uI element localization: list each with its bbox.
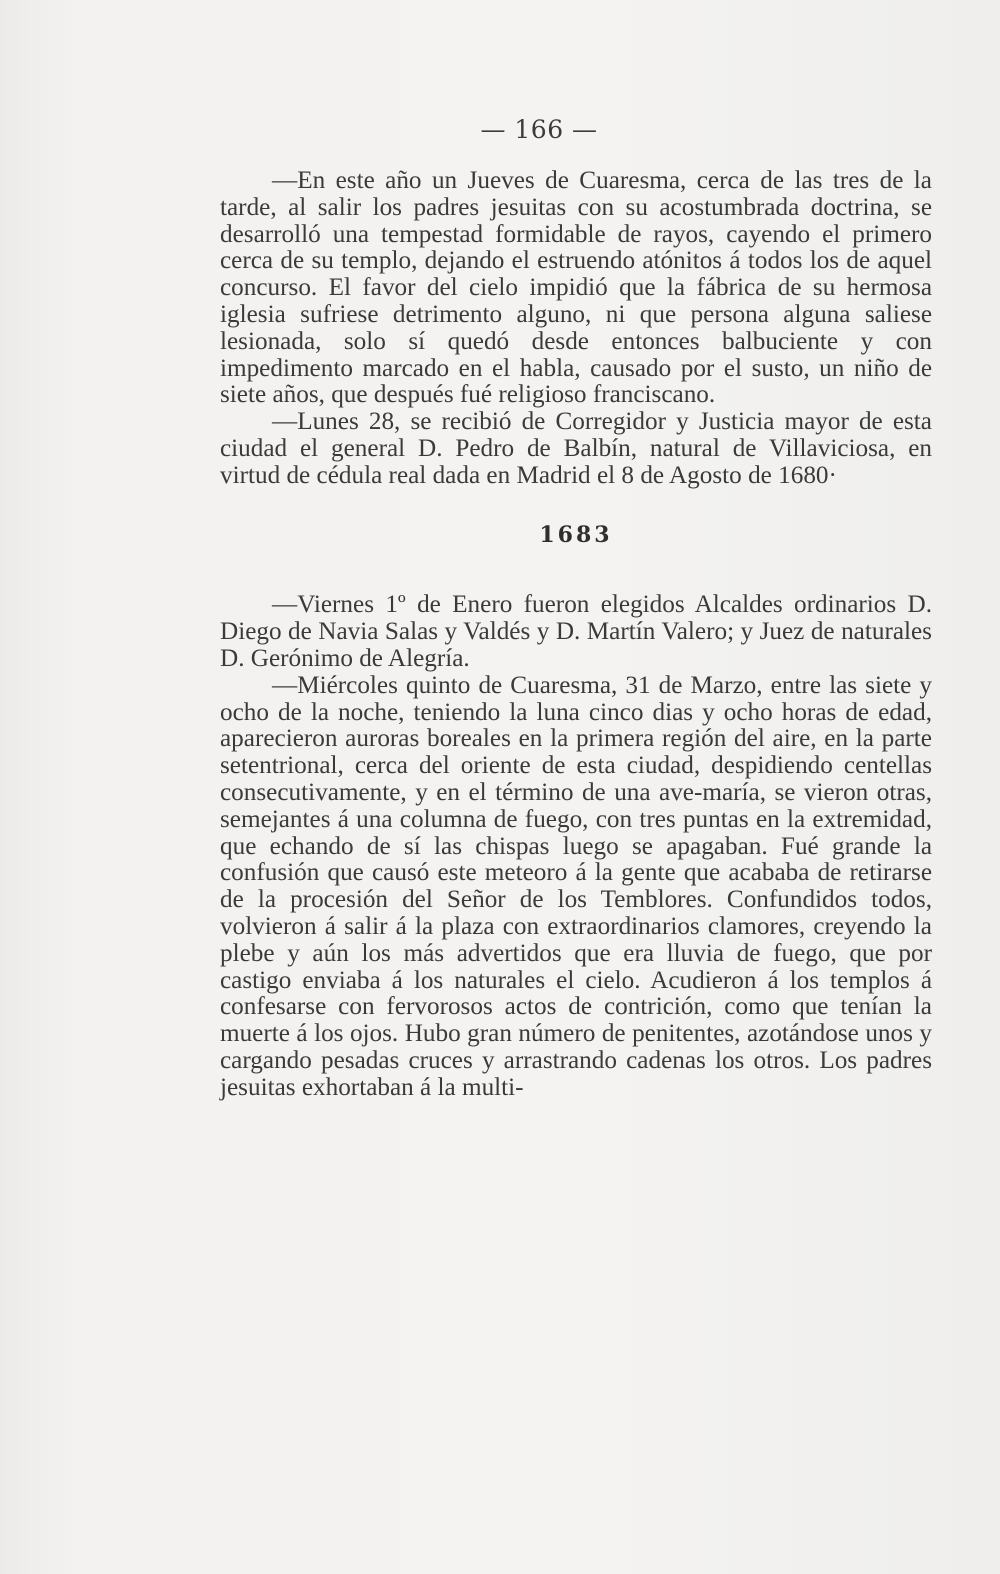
paragraph-alcaldes: —Viernes 1º de Enero fueron elegidos Alcaldes ordinarios D. Diego de Navia Salas y Valdés y D. Martín Valero; y Juez de naturales D. Gerónimo de Alegría. [220,591,932,672]
year-heading: 1683 [539,521,613,548]
page-number: — 166 — [480,115,598,144]
page-body [220,168,932,1102]
paragraph-auroras: —Miércoles quinto de Cuaresma, 31 de Marzo, entre las siete y ocho de la noche, teniendo la luna cinco dias y ocho horas de edad, aparecieron auroras boreales en la primera región del aire, en la parte setentrional, cerca del oriente de esta ciudad, despidiendo centellas consecutivamente, y en el término de una ave-maría, se vieron otras, semejantes á una columna de fuego, con tres puntas en la extremidad, que echando de sí las chispas luego se apagaban. Fué grande la confusión que causó este meteoro á la gente que acababa de retirarse de la procesión del Señor de los Temblores. Confundidos todos, volvieron á salir á la plaza con extraordinarios clamores, creyendo la plebe y aún los más advertidos que era lluvia de fuego, que por castigo enviaba á los naturales el cielo. Acudieron á los templos á confesarse con fervorosos actos de contrición, como que tenían la muerte á los ojos. Hubo gran número de penitentes, azotándose unos y cargando pesadas cruces y arrastrando cadenas los otros. Los padres jesuitas exhortaban á la multi- [220,671,932,1101]
paragraph-thunderstorm: —En este año un Jueves de Cuaresma, cerca de las tres de la tarde, al salir los padres jesuitas con su acostumbrada doctrina, se desarrolló una tempestad formidable de rayos, cayendo el primero cerca de su templo, dejando el estruendo atónitos á todos los de aquel concurso. El favor del cielo impidió que la fábrica de su hermosa iglesia sufriese detrimento alguno, ni que persona alguna saliese lesionada, solo sí quedó desde entonces balbuciente y con impedimento marcado en el habla, causado por el susto, un niño de siete años, que después fué religioso franciscano. [220,167,932,409]
paragraph-corregidor: —Lunes 28, se recibió de Corregidor y Justicia mayor de esta ciudad el general D. Pedro de Balbín, natural de Villaviciosa, en virtud de cédula real dada en Madrid el 8 de Agosto de 1680· [220,408,932,489]
